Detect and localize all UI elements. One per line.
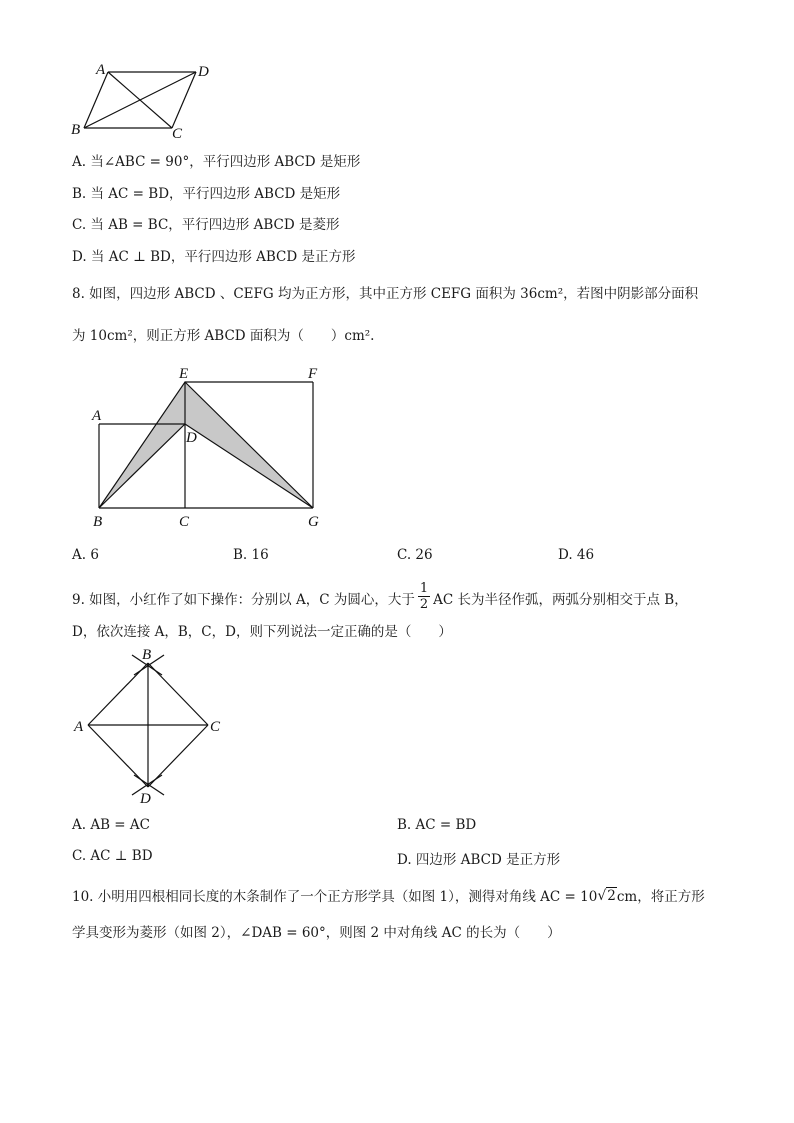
fraction bbox=[418, 582, 430, 611]
q8-option-c: C. 26 bbox=[397, 547, 433, 563]
q8-text-line2: 为 10cm²，则正方形 ABCD 面积为（ ）cm². bbox=[72, 328, 375, 344]
q8-text-line1: 8. 如图，四边形 ABCD 、CEFG 均为正方形，其中正方形 CEFG 面积为 36cm²，若图中阴影部分面积 bbox=[72, 286, 699, 302]
parallelogram-figure bbox=[60, 58, 230, 143]
q10-text-line1 bbox=[72, 885, 705, 905]
q9-text-part1: 9. 如图，小红作了如下操作：分别以 A，C 为圆心，大于 bbox=[72, 591, 415, 608]
q8-option-b: B. 16 bbox=[233, 547, 269, 563]
fraction-denominator: 2 bbox=[419, 597, 429, 612]
q8-option-a: A. 6 bbox=[72, 547, 99, 563]
q8-label-d: D bbox=[186, 430, 197, 446]
q9-label-b: B bbox=[142, 647, 152, 663]
vertex-label-c: C bbox=[172, 126, 183, 142]
q9-text-part2: AC 长为半径作弧，两弧分别相交于点 B， bbox=[433, 591, 688, 608]
sqrt-radicand: 2 bbox=[607, 887, 616, 904]
q10-text-part2: cm，将正方形 bbox=[616, 889, 705, 905]
q7-option-c: C. 当 AB = BC，平行四边形 ABCD 是菱形 bbox=[72, 217, 340, 233]
q7-option-d: D. 当 AC ⊥ BD，平行四边形 ABCD 是正方形 bbox=[72, 249, 356, 265]
vertex-label-a: A bbox=[96, 62, 106, 78]
q8-label-g: G bbox=[308, 514, 319, 530]
rhombus-figure bbox=[68, 645, 238, 810]
q9-option-a: A. AB = AC bbox=[72, 817, 150, 833]
q8-option-d: D. 46 bbox=[558, 547, 595, 563]
q8-label-e: E bbox=[179, 366, 189, 382]
q7-option-b: B. 当 AC = BD，平行四边形 ABCD 是矩形 bbox=[72, 186, 341, 202]
q8-label-f: F bbox=[308, 366, 318, 382]
q10-text-line2: 学具变形为菱形（如图 2），∠DAB = 60°，则图 2 中对角线 AC 的长为（ ） bbox=[72, 925, 561, 941]
q8-label-b: B bbox=[93, 514, 103, 530]
q9-label-d: D bbox=[140, 791, 151, 807]
q9-label-c: C bbox=[210, 719, 221, 735]
q9-option-b: B. AC = BD bbox=[397, 817, 477, 833]
squares-figure bbox=[80, 360, 340, 535]
q9-text-line1 bbox=[72, 583, 688, 612]
q9-option-d: D. 四边形 ABCD 是正方形 bbox=[397, 852, 561, 868]
vertex-label-b: B bbox=[71, 122, 81, 138]
q9-text-line2: D，依次连接 A，B，C，D，则下列说法一定正确的是（ ） bbox=[72, 624, 452, 640]
vertex-label-d: D bbox=[198, 64, 209, 80]
q9-label-a: A bbox=[74, 719, 84, 735]
sqrt-symbol: √ 2 bbox=[597, 887, 616, 904]
q7-option-a: A. 当∠ABC = 90°，平行四边形 ABCD 是矩形 bbox=[72, 154, 361, 170]
q10-text-part1: 10. 小明用四根相同长度的木条制作了一个正方形学具（如图 1），测得对角线 AC = 10 bbox=[72, 889, 598, 905]
q8-label-a: A bbox=[92, 408, 102, 424]
fraction-numerator: 1 bbox=[419, 581, 429, 596]
q9-option-c: C. AC ⊥ BD bbox=[72, 848, 153, 864]
q8-label-c: C bbox=[179, 514, 190, 530]
